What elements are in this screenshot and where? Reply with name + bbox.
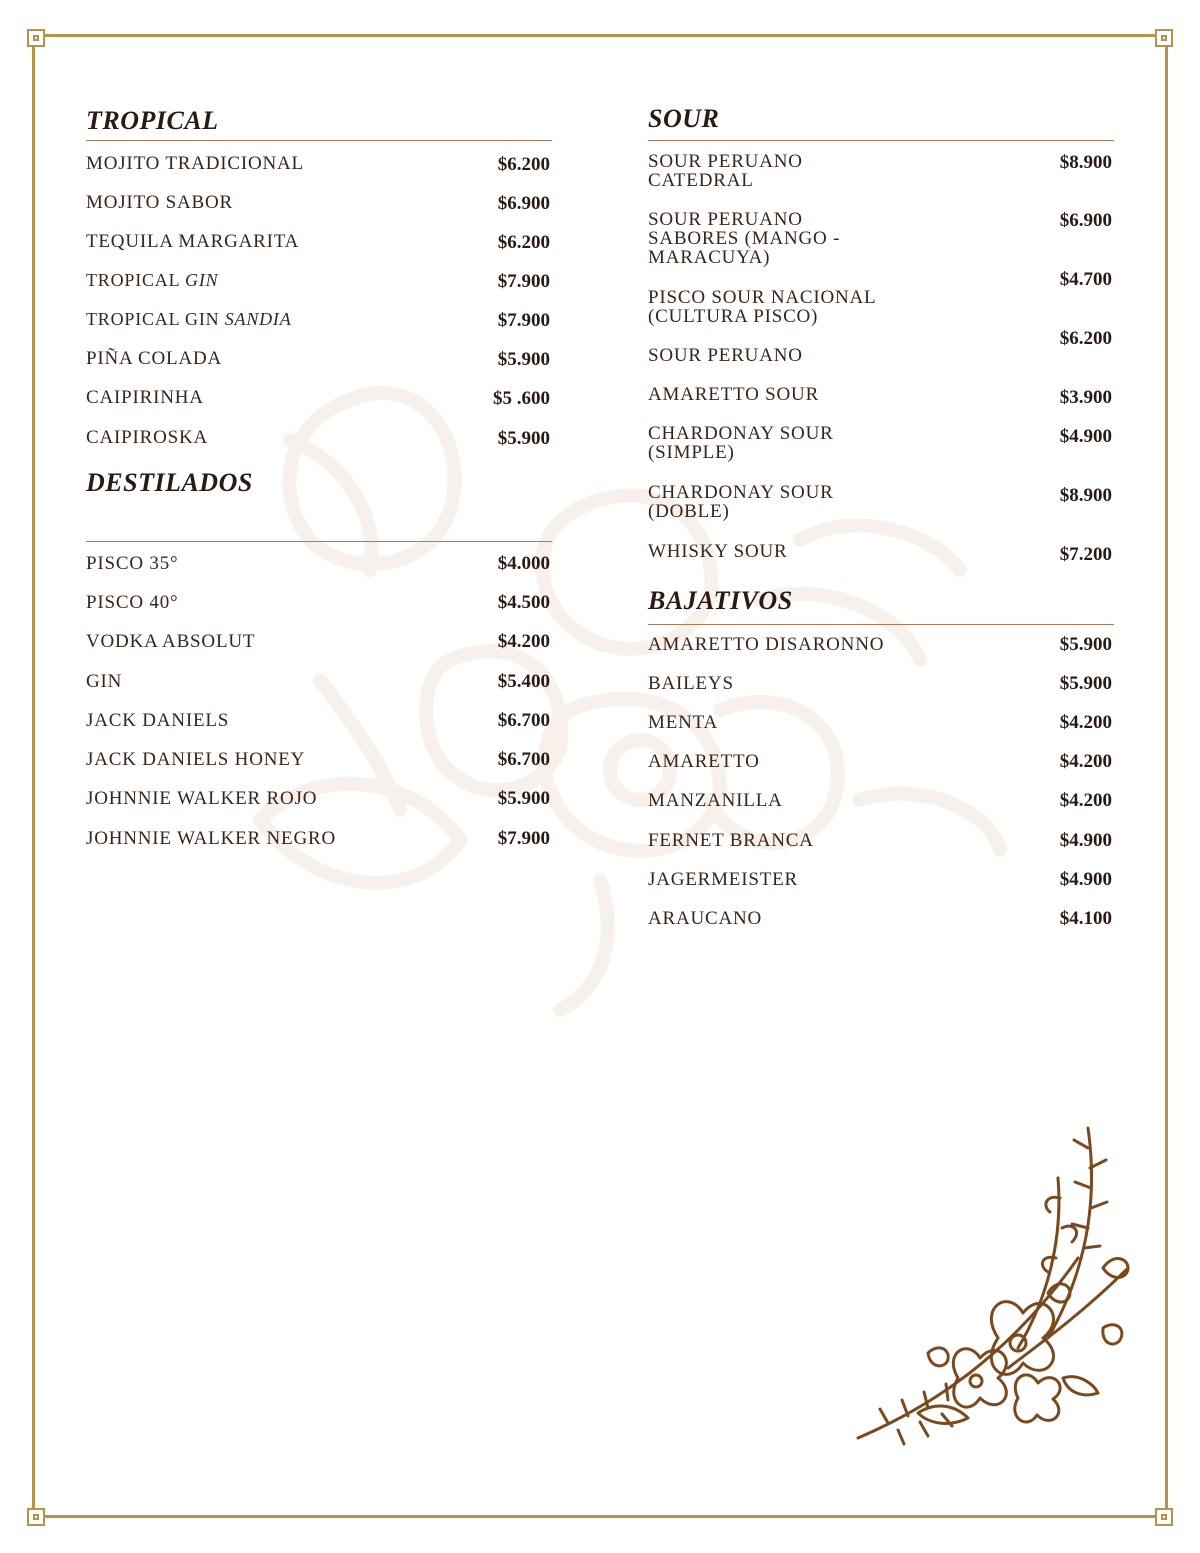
section-title-destilados: DESTILADOS (86, 468, 253, 497)
menu-item-price: $6.200 (497, 232, 550, 253)
menu-item-name (86, 271, 218, 290)
menu-item-name: JACK DANIELS (86, 710, 230, 731)
menu-item-name: CAIPIRINHA (86, 387, 204, 408)
menu-item-price: $4.200 (1059, 751, 1112, 772)
menu-item-price: $4.900 (1059, 830, 1112, 851)
menu-item-price: $4.100 (1059, 908, 1112, 929)
menu-item-price: $5.900 (497, 428, 550, 449)
menu-item-name: FERNET BRANCA (648, 830, 814, 851)
menu-item-name: AMARETTO SOUR (648, 384, 820, 405)
menu-item-name: PISCO 40° (86, 592, 179, 613)
menu-item-price: $4.200 (1059, 712, 1112, 733)
menu-item-name: CHARDONAY SOUR (DOBLE) (648, 482, 834, 522)
menu-item-name: BAILEYS (648, 673, 734, 694)
menu-item-price: $6.900 (1059, 210, 1112, 231)
menu-item-name (86, 310, 292, 329)
menu-item-price: $6.700 (497, 710, 550, 731)
menu-item-price: $4.900 (1059, 426, 1112, 447)
section-divider (86, 541, 552, 542)
menu-item-name: CAIPIROSKA (86, 427, 209, 448)
menu-item-price: $7.200 (1059, 544, 1112, 565)
menu-item-name: JOHNNIE WALKER ROJO (86, 788, 318, 809)
section-divider (86, 140, 552, 141)
corner-ornament-top-right (1155, 29, 1173, 47)
menu-item-price: $4.900 (1059, 869, 1112, 890)
menu-item-name: WHISKY SOUR (648, 541, 788, 562)
menu-item-name-italic: SANDIA (224, 309, 292, 329)
menu-item-price: $5.400 (497, 671, 550, 692)
menu-item-name: JACK DANIELS HONEY (86, 749, 306, 770)
section-divider (648, 624, 1114, 625)
menu-item-price: $5.900 (1059, 634, 1112, 655)
menu-item-price: $4.000 (497, 553, 550, 574)
section-divider (648, 140, 1114, 141)
menu-item-price: $6.700 (497, 749, 550, 770)
menu-item-price: $7.900 (497, 271, 550, 292)
menu-item-price: $4.500 (497, 592, 550, 613)
section-title-tropical: TROPICAL (86, 106, 219, 135)
menu-item-name: MOJITO TRADICIONAL (86, 153, 304, 174)
menu-item-price: $8.900 (1059, 485, 1112, 506)
menu-item-name: PISCO SOUR NACIONAL (CULTURA PISCO) (648, 287, 877, 327)
menu-item-name-italic: GIN (185, 270, 219, 290)
menu-item-price: $4.200 (497, 631, 550, 652)
menu-item-price: $6.900 (497, 193, 550, 214)
menu-item-price: $4.200 (1059, 790, 1112, 811)
menu-item-price: $5 .600 (493, 388, 550, 409)
menu-item-name: SOUR PERUANO (648, 345, 803, 366)
menu-item-name: PISCO 35° (86, 553, 179, 574)
menu-item-name: ARAUCANO (648, 908, 763, 929)
menu-item-name: MANZANILLA (648, 790, 783, 811)
corner-ornament-bottom-left (27, 1508, 45, 1526)
menu-item-name-plain: TROPICAL GIN (86, 309, 225, 329)
menu-item-name: MENTA (648, 712, 719, 733)
menu-item-name-plain: TROPICAL (86, 270, 186, 290)
menu-item-price: $6.200 (1059, 328, 1112, 349)
menu-item-price: $5.900 (497, 349, 550, 370)
menu-item-price: $3.900 (1059, 387, 1112, 408)
menu-item-name: VODKA ABSOLUT (86, 631, 256, 652)
menu-item-price: $7.900 (497, 828, 550, 849)
menu-item-name: GIN (86, 671, 123, 692)
corner-ornament-bottom-right (1155, 1508, 1173, 1526)
flower-watermark-icon (200, 380, 1020, 1020)
menu-item-price: $8.900 (1059, 152, 1112, 173)
menu-item-price: $5.900 (497, 788, 550, 809)
menu-item-price: $5.900 (1059, 673, 1112, 694)
menu-item-name: AMARETTO DISARONNO (648, 634, 885, 655)
menu-item-name: JOHNNIE WALKER NEGRO (86, 828, 336, 849)
floral-bouquet-icon (848, 1118, 1138, 1478)
menu-item-name: MOJITO SABOR (86, 192, 234, 213)
menu-item-name: SOUR PERUANO SABORES (MANGO - MARACUYA) (648, 209, 841, 268)
menu-item-name: JAGERMEISTER (648, 869, 798, 890)
menu-item-name: CHARDONAY SOUR (SIMPLE) (648, 423, 834, 463)
menu-item-price: $4.700 (1059, 269, 1112, 290)
menu-item-name: PIÑA COLADA (86, 348, 223, 369)
section-title-bajativos: BAJATIVOS (648, 586, 793, 615)
menu-item-name: AMARETTO (648, 751, 760, 772)
section-title-sour: SOUR (648, 104, 720, 133)
menu-item-name: TEQUILA MARGARITA (86, 231, 300, 252)
menu-item-price: $6.200 (497, 154, 550, 175)
corner-ornament-top-left (27, 29, 45, 47)
menu-item-name: SOUR PERUANO CATEDRAL (648, 151, 803, 191)
menu-item-price: $7.900 (497, 310, 550, 331)
